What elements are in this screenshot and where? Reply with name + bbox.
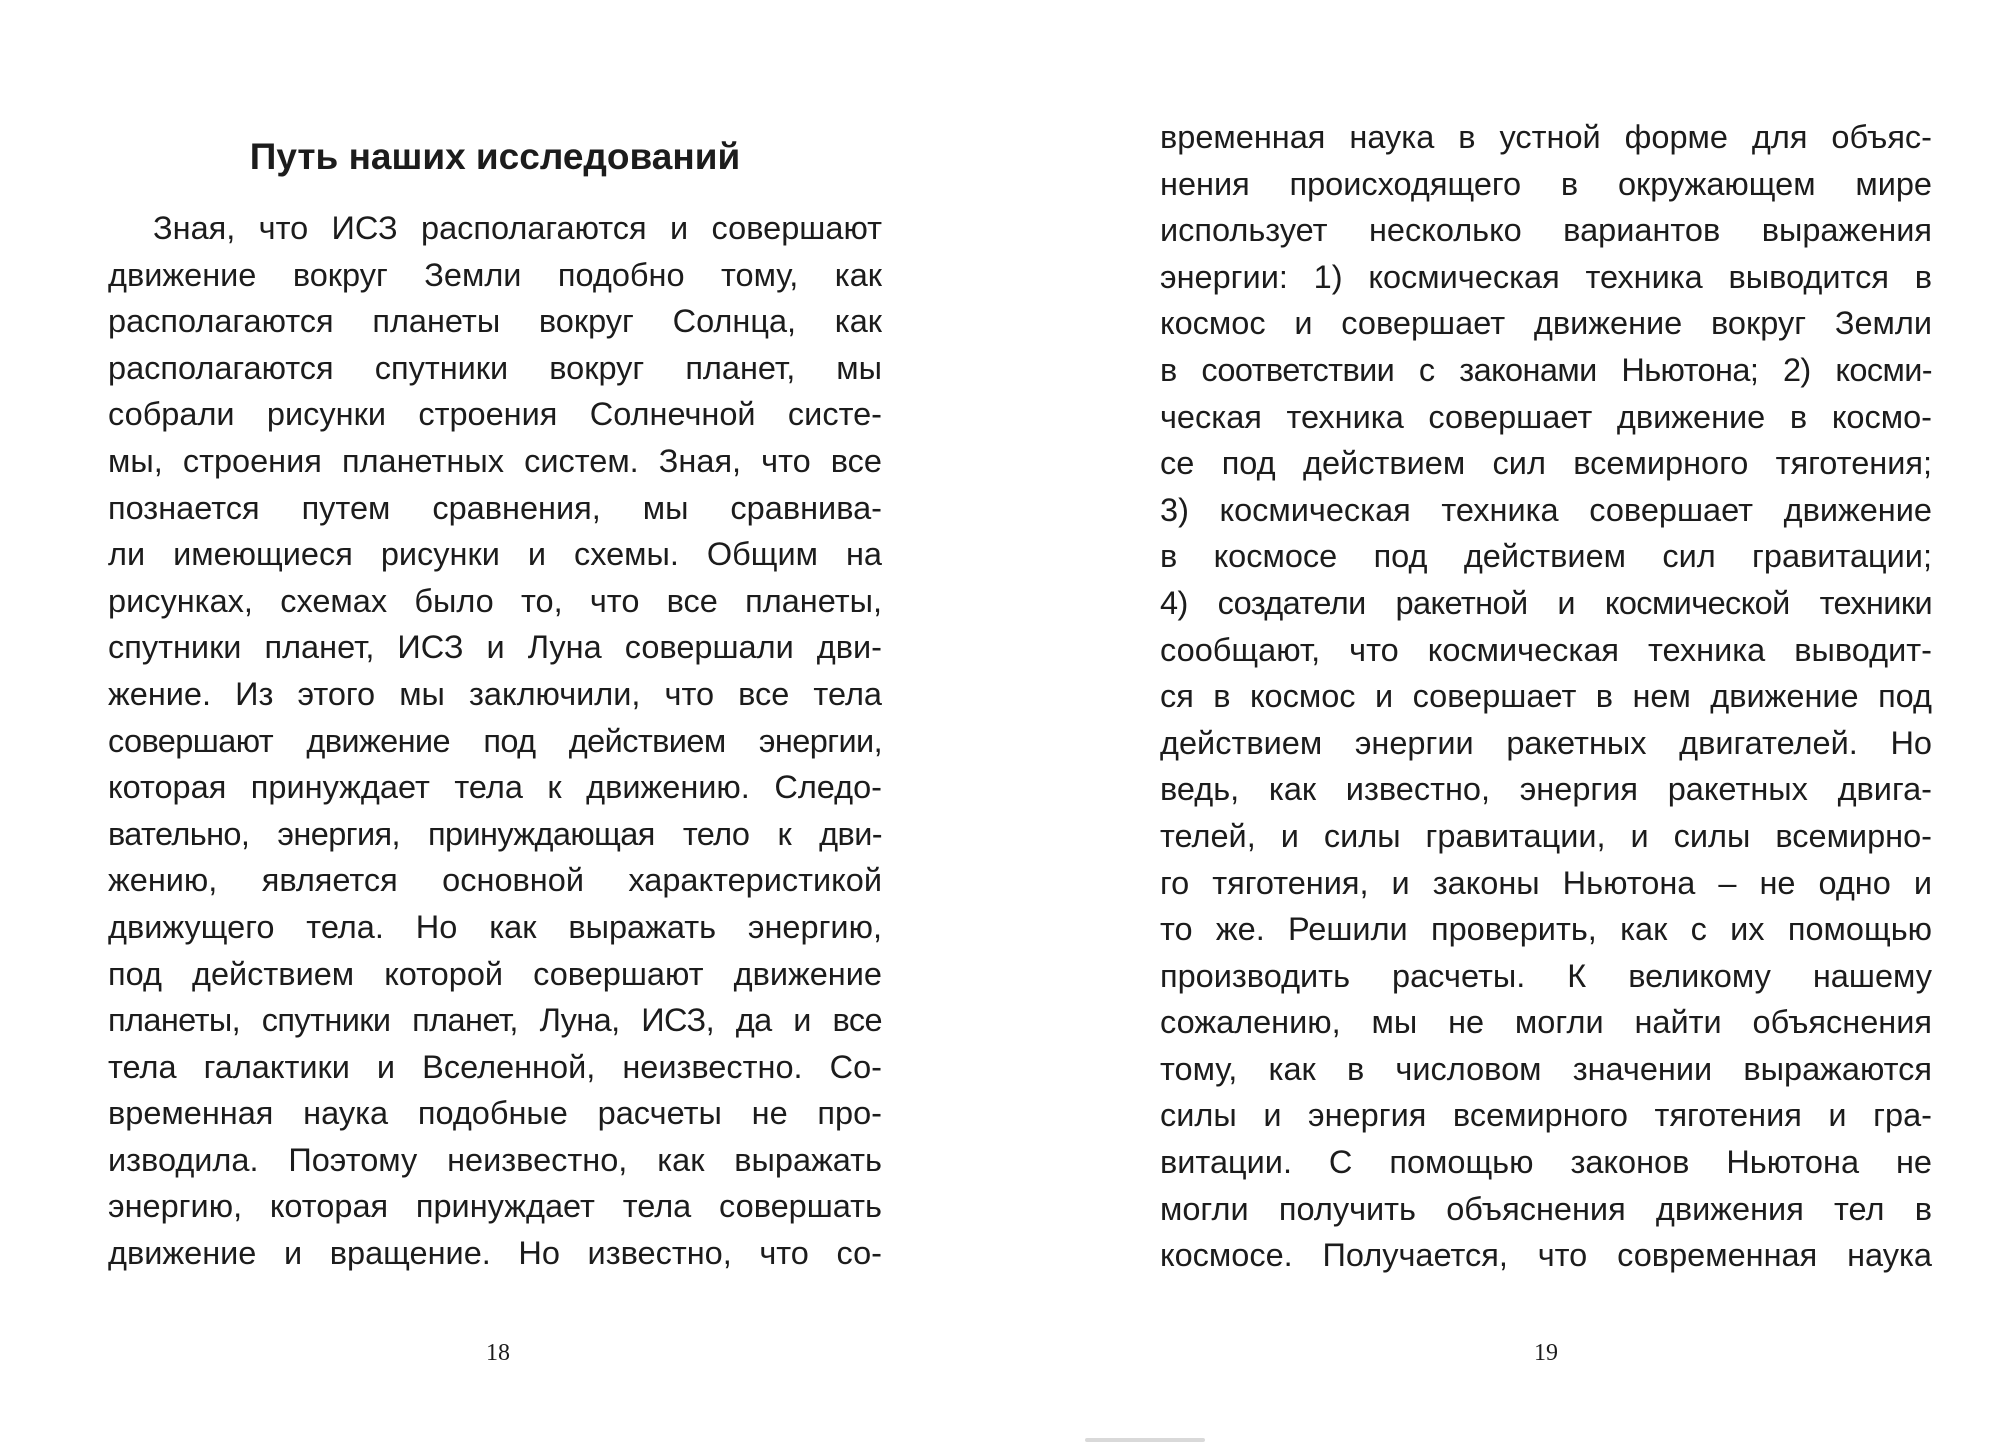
text-line: временная наука подобные расчеты не про-	[108, 1095, 882, 1132]
text-line: 3) космическая техника совершает движение	[1160, 491, 1932, 528]
right-page	[1000, 0, 2000, 1450]
text-line: ческая техника совершает движение в космо-	[1160, 398, 1932, 435]
text-line: жение. Из этого мы заключили, что все тела	[108, 675, 882, 712]
page-number: 18	[486, 1340, 510, 1366]
text-line: тела галактики и Вселенной, неизвестно. Со-	[108, 1048, 882, 1085]
text-line: располагаются спутники вокруг планет, мы	[108, 349, 882, 386]
text-line: ли имеющиеся рисунки и схемы. Общим на	[108, 536, 882, 573]
text-line: в космосе под действием сил гравитации;	[1160, 538, 1932, 575]
text-line: действием энергии ракетных двигателей. Но	[1160, 724, 1932, 761]
text-line: се под действием сил всемирного тяготения;	[1160, 445, 1932, 482]
text-line: использует несколько вариантов выражения	[1160, 212, 1932, 249]
text-line: ся в космос и совершает в нем движение под	[1160, 678, 1932, 715]
text-line: вательно, энергия, принуждающая тело к дви-	[108, 815, 882, 852]
text-line: собрали рисунки строения Солнечной систе-	[108, 396, 882, 433]
text-line: космос и совершает движение вокруг Земли	[1160, 305, 1932, 342]
page-number: 19	[1534, 1340, 1558, 1366]
text-line: спутники планет, ИСЗ и Луна совершали дви-	[108, 629, 882, 666]
text-line: то же. Решили проверить, как с их помощью	[1160, 911, 1932, 948]
text-line: ведь, как известно, энергия ракетных двига-	[1160, 771, 1932, 808]
text-line: мы, строения планетных систем. Зная, что все	[108, 442, 882, 479]
right-page-text	[1160, 114, 1932, 1279]
text-line: сожалению, мы не могли найти объяснения	[1160, 1004, 1932, 1041]
text-line: энергию, которая принуждает тела совершать	[108, 1188, 882, 1225]
text-line: в соответствии с законами Ньютона; 2) косми-	[1160, 351, 1932, 388]
text-line: космосе. Получается, что современная наука	[1160, 1237, 1932, 1274]
text-line: тому, как в числовом значении выражаются	[1160, 1050, 1932, 1087]
spine-shadow	[1085, 1438, 1205, 1442]
text-line: производить расчеты. К великому нашему	[1160, 957, 1932, 994]
text-line: сообщают, что космическая техника выводит-	[1160, 631, 1932, 668]
text-line: силы и энергия всемирного тяготения и гра-	[1160, 1097, 1932, 1134]
text-line: Зная, что ИСЗ располагаются и совершают	[153, 210, 882, 246]
text-line: располагаются планеты вокруг Солнца, как	[108, 303, 882, 340]
text-line: под действием которой совершают движение	[108, 955, 882, 992]
text-line: могли получить объяснения движения тел в	[1160, 1190, 1932, 1227]
left-page-text	[108, 205, 882, 1277]
text-line: движение и вращение. Но известно, что со-	[108, 1235, 882, 1272]
text-line: энергии: 1) космическая техника выводится в	[1160, 258, 1932, 295]
text-line: планеты, спутники планет, Луна, ИСЗ, да и все	[108, 1002, 882, 1039]
chapter-title: Путь наших исследований	[249, 135, 741, 177]
text-line: движущего тела. Но как выражать энергию,	[108, 908, 882, 945]
text-line: которая принуждает тела к движению. Следо-	[108, 769, 882, 806]
text-line: совершают движение под действием энергии,	[108, 722, 882, 759]
text-line: 4) создатели ракетной и космической техники	[1160, 584, 1932, 621]
text-line: витации. С помощью законов Ньютона не	[1160, 1144, 1932, 1181]
text-line: временная наука в устной форме для объяс-	[1160, 119, 1932, 155]
text-line: познается путем сравнения, мы сравнива-	[108, 489, 882, 526]
text-line: телей, и силы гравитации, и силы всемирно-	[1160, 817, 1932, 854]
text-line: го тяготения, и законы Ньютона – не одно и	[1160, 864, 1932, 901]
text-line: движение вокруг Земли подобно тому, как	[108, 256, 882, 293]
text-line: изводила. Поэтому неизвестно, как выражать	[108, 1141, 882, 1178]
text-line: жению, является основной характеристикой	[108, 862, 882, 899]
text-line: рисунках, схемах было то, что все планеты,	[108, 582, 882, 619]
text-line: нения происходящего в окружающем мире	[1160, 165, 1932, 202]
